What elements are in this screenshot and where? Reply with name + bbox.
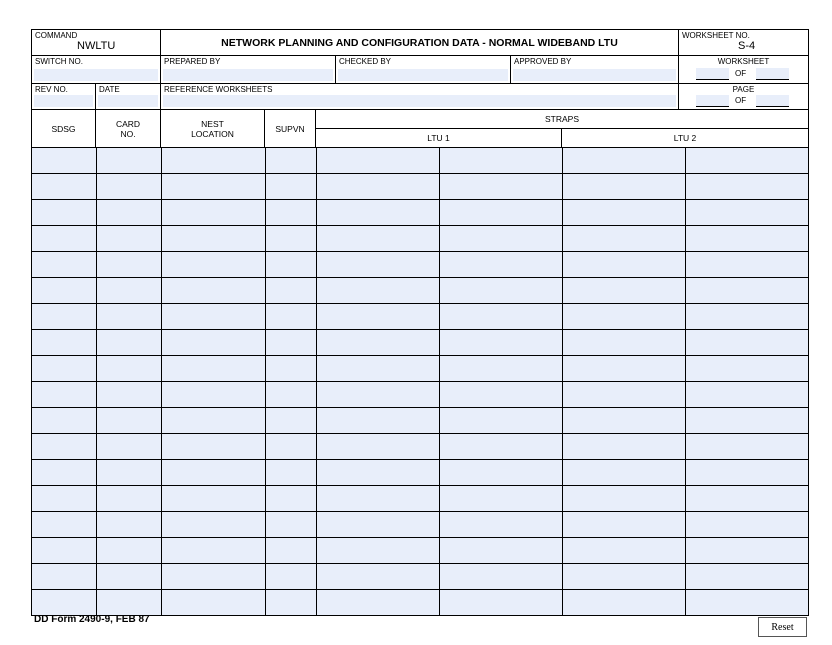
supvn-input[interactable] xyxy=(265,486,316,512)
nest-location-input[interactable] xyxy=(161,252,265,278)
ltu1-b-input[interactable] xyxy=(439,252,562,278)
ltu2-b-input[interactable] xyxy=(685,434,808,460)
supvn-input[interactable] xyxy=(265,148,316,174)
col-supvn-header: SUPVN xyxy=(275,123,305,134)
ltu1-a-input[interactable] xyxy=(316,564,439,590)
ltu2-a-input[interactable] xyxy=(562,408,685,434)
nest-location-input[interactable] xyxy=(161,382,265,408)
ltu1-b-input[interactable] xyxy=(439,538,562,564)
ltu1-b-input[interactable] xyxy=(439,486,562,512)
sdsg-input[interactable] xyxy=(32,174,96,200)
nest-location-input[interactable] xyxy=(161,148,265,174)
approved-by-field[interactable] xyxy=(513,69,676,81)
supvn-input[interactable] xyxy=(265,460,316,486)
ltu1-a-input[interactable] xyxy=(316,408,439,434)
table-row xyxy=(32,382,808,408)
table-row xyxy=(32,148,808,174)
header-row-1 xyxy=(32,30,808,56)
sdsg-input[interactable] xyxy=(32,564,96,590)
supvn-input[interactable] xyxy=(265,356,316,382)
header-row-2 xyxy=(32,56,808,84)
approved-by-cell xyxy=(511,56,679,83)
page-of-text: OF xyxy=(735,96,747,105)
worksheet-no-cell xyxy=(679,30,808,55)
nest-location-input[interactable] xyxy=(161,174,265,200)
table-row xyxy=(32,408,808,434)
checked-by-label: CHECKED BY xyxy=(339,57,392,66)
rev-no-label: REV NO. xyxy=(35,85,68,94)
switch-no-field[interactable] xyxy=(34,69,158,81)
ltu1-a-input[interactable] xyxy=(316,590,439,616)
table-row xyxy=(32,512,808,538)
ltu1-a-input[interactable] xyxy=(316,330,439,356)
ltu2-a-input[interactable] xyxy=(562,538,685,564)
worksheet-current-field[interactable] xyxy=(696,68,729,79)
supvn-input[interactable] xyxy=(265,304,316,330)
worksheet-of-cell xyxy=(679,56,808,83)
ltu1-a-input[interactable] xyxy=(316,304,439,330)
card-no-input[interactable] xyxy=(96,538,161,564)
card-no-input[interactable] xyxy=(96,330,161,356)
nest-location-input[interactable] xyxy=(161,278,265,304)
ltu1-b-input[interactable] xyxy=(439,512,562,538)
nest-location-input[interactable] xyxy=(161,408,265,434)
card-no-input[interactable] xyxy=(96,590,161,616)
ltu1-a-input[interactable] xyxy=(316,434,439,460)
col-sdsg-cell xyxy=(32,110,96,147)
ltu2-b-input[interactable] xyxy=(685,408,808,434)
ltu2-a-input[interactable] xyxy=(562,434,685,460)
sdsg-input[interactable] xyxy=(32,226,96,252)
worksheet-total-underline xyxy=(756,79,789,80)
title-cell xyxy=(161,30,679,55)
table-row xyxy=(32,590,808,616)
nest-location-input[interactable] xyxy=(161,486,265,512)
col-card-no-header: CARD NO. xyxy=(115,118,141,139)
col-card-no-cell xyxy=(96,110,161,147)
ltu1-a-input[interactable] xyxy=(316,148,439,174)
card-no-input[interactable] xyxy=(96,174,161,200)
col-nest-location-cell xyxy=(161,110,265,147)
date-field[interactable] xyxy=(98,95,158,107)
card-no-input[interactable] xyxy=(96,278,161,304)
nest-location-input[interactable] xyxy=(161,512,265,538)
form-title: NETWORK PLANNING AND CONFIGURATION DATA - NORMAL WIDEBAND LTU xyxy=(221,37,618,49)
card-no-input[interactable] xyxy=(96,148,161,174)
command-field[interactable]: NWLTU xyxy=(77,40,116,52)
page-of-cell xyxy=(679,84,808,109)
col-straps-cell xyxy=(316,110,808,147)
table-row xyxy=(32,434,808,460)
checked-by-cell xyxy=(336,56,511,83)
worksheet-of-text: OF xyxy=(735,69,747,78)
nest-location-input[interactable] xyxy=(161,434,265,460)
ltu2-b-input[interactable] xyxy=(685,590,808,616)
reset-button[interactable]: Reset xyxy=(758,617,807,637)
ltu2-b-input[interactable] xyxy=(685,564,808,590)
ltu2-b-input[interactable] xyxy=(685,304,808,330)
page-of-label: PAGE xyxy=(732,85,755,94)
ltu1-a-input[interactable] xyxy=(316,278,439,304)
table-row xyxy=(32,304,808,330)
ltu2-a-input[interactable] xyxy=(562,356,685,382)
date-label: DATE xyxy=(99,85,120,94)
sdsg-input[interactable] xyxy=(32,356,96,382)
ltu1-a-input[interactable] xyxy=(316,512,439,538)
col-straps-header: STRAPS xyxy=(316,110,808,129)
page-total-field[interactable] xyxy=(756,95,789,106)
col-ltu2-header: LTU 2 xyxy=(673,133,697,143)
checked-by-field[interactable] xyxy=(338,69,508,81)
card-no-input[interactable] xyxy=(96,434,161,460)
card-no-input[interactable] xyxy=(96,356,161,382)
ltu1-a-input[interactable] xyxy=(316,460,439,486)
ltu1-a-input[interactable] xyxy=(316,356,439,382)
ltu2-a-input[interactable] xyxy=(562,512,685,538)
card-no-input[interactable] xyxy=(96,252,161,278)
supvn-input[interactable] xyxy=(265,564,316,590)
supvn-input[interactable] xyxy=(265,226,316,252)
ltu2-a-input[interactable] xyxy=(562,330,685,356)
supvn-input[interactable] xyxy=(265,408,316,434)
supvn-input[interactable] xyxy=(265,278,316,304)
ltu2-a-input[interactable] xyxy=(562,460,685,486)
ltu1-b-input[interactable] xyxy=(439,564,562,590)
ltu2-b-input[interactable] xyxy=(685,382,808,408)
ltu1-a-input[interactable] xyxy=(316,174,439,200)
ltu1-a-input[interactable] xyxy=(316,382,439,408)
card-no-input[interactable] xyxy=(96,226,161,252)
ltu2-b-input[interactable] xyxy=(685,278,808,304)
col-nest-location-header: NEST LOCATION xyxy=(191,118,234,139)
supvn-input[interactable] xyxy=(265,382,316,408)
worksheet-no-label: WORKSHEET NO. xyxy=(682,31,750,40)
ltu2-b-input[interactable] xyxy=(685,486,808,512)
page-current-field[interactable] xyxy=(696,95,729,106)
table-row xyxy=(32,460,808,486)
ltu2-a-input[interactable] xyxy=(562,564,685,590)
ltu1-b-input[interactable] xyxy=(439,200,562,226)
date-cell xyxy=(96,84,161,109)
sdsg-input[interactable] xyxy=(32,538,96,564)
ltu2-b-input[interactable] xyxy=(685,252,808,278)
reference-worksheets-field[interactable] xyxy=(163,95,676,107)
page-total-underline xyxy=(756,106,789,107)
col-supvn-cell xyxy=(265,110,316,147)
supvn-input[interactable] xyxy=(265,434,316,460)
form-number: DD Form 2490-9, FEB 87 xyxy=(34,614,150,625)
card-no-input[interactable] xyxy=(96,564,161,590)
table-row xyxy=(32,226,808,252)
command-label: COMMAND xyxy=(35,31,78,40)
header-row-3 xyxy=(32,84,808,110)
ltu2-b-input[interactable] xyxy=(685,356,808,382)
prepared-by-field[interactable] xyxy=(163,69,333,81)
ltu1-a-input[interactable] xyxy=(316,486,439,512)
table-row xyxy=(32,252,808,278)
command-cell xyxy=(32,30,161,55)
prepared-by-cell xyxy=(161,56,336,83)
nest-location-input[interactable] xyxy=(161,226,265,252)
ltu2-a-input[interactable] xyxy=(562,486,685,512)
ltu1-b-input[interactable] xyxy=(439,382,562,408)
table-row xyxy=(32,564,808,590)
switch-no-cell xyxy=(32,56,161,83)
card-no-input[interactable] xyxy=(96,200,161,226)
column-header-row xyxy=(32,110,808,148)
ltu1-b-input[interactable] xyxy=(439,174,562,200)
ltu2-a-input[interactable] xyxy=(562,304,685,330)
rev-no-cell xyxy=(32,84,96,109)
sdsg-input[interactable] xyxy=(32,252,96,278)
nest-location-input[interactable] xyxy=(161,564,265,590)
approved-by-label: APPROVED BY xyxy=(514,57,572,66)
card-no-input[interactable] xyxy=(96,382,161,408)
ltu2-a-input[interactable] xyxy=(562,590,685,616)
reference-worksheets-cell xyxy=(161,84,679,109)
rev-no-field[interactable] xyxy=(34,95,93,107)
sdsg-input[interactable] xyxy=(32,590,96,616)
sdsg-input[interactable] xyxy=(32,408,96,434)
ltu2-a-input[interactable] xyxy=(562,278,685,304)
worksheet-of-label: WORKSHEET xyxy=(717,57,770,66)
ltu2-b-input[interactable] xyxy=(685,148,808,174)
ltu1-b-input[interactable] xyxy=(439,148,562,174)
ltu1-a-input[interactable] xyxy=(316,226,439,252)
card-no-input[interactable] xyxy=(96,304,161,330)
form xyxy=(31,29,809,616)
card-no-input[interactable] xyxy=(96,486,161,512)
card-no-input[interactable] xyxy=(96,408,161,434)
sdsg-input[interactable] xyxy=(32,304,96,330)
ltu2-b-input[interactable] xyxy=(685,174,808,200)
ltu2-b-input[interactable] xyxy=(685,460,808,486)
ltu1-a-input[interactable] xyxy=(316,200,439,226)
sdsg-input[interactable] xyxy=(32,434,96,460)
ltu1-a-input[interactable] xyxy=(316,538,439,564)
worksheet-current-underline xyxy=(696,79,729,80)
ltu2-b-input[interactable] xyxy=(685,200,808,226)
ltu2-a-input[interactable] xyxy=(562,252,685,278)
ltu1-b-input[interactable] xyxy=(439,278,562,304)
col-ltu1-header: LTU 1 xyxy=(316,129,562,147)
card-no-input[interactable] xyxy=(96,512,161,538)
supvn-input[interactable] xyxy=(265,252,316,278)
table-row xyxy=(32,278,808,304)
table-row xyxy=(32,356,808,382)
nest-location-input[interactable] xyxy=(161,460,265,486)
nest-location-input[interactable] xyxy=(161,538,265,564)
col-sdsg-header: SDSG xyxy=(51,123,76,134)
switch-no-label: SWITCH NO. xyxy=(35,57,83,66)
reference-worksheets-label: REFERENCE WORKSHEETS xyxy=(164,85,273,94)
ltu2-a-input[interactable] xyxy=(562,200,685,226)
supvn-input[interactable] xyxy=(265,174,316,200)
table-row xyxy=(32,486,808,512)
ltu2-b-input[interactable] xyxy=(685,330,808,356)
ltu2-a-input[interactable] xyxy=(562,148,685,174)
table-row xyxy=(32,174,808,200)
ltu1-b-input[interactable] xyxy=(439,356,562,382)
nest-location-input[interactable] xyxy=(161,200,265,226)
ltu1-b-input[interactable] xyxy=(439,330,562,356)
nest-location-input[interactable] xyxy=(161,590,265,616)
data-table xyxy=(32,148,808,615)
prepared-by-label: PREPARED BY xyxy=(164,57,221,66)
ltu2-a-input[interactable] xyxy=(562,226,685,252)
ltu1-b-input[interactable] xyxy=(439,590,562,616)
table-row xyxy=(32,538,808,564)
sdsg-input[interactable] xyxy=(32,382,96,408)
card-no-input[interactable] xyxy=(96,460,161,486)
ltu1-b-input[interactable] xyxy=(439,226,562,252)
worksheet-no-field[interactable]: S-4 xyxy=(738,40,756,52)
sdsg-input[interactable] xyxy=(32,330,96,356)
ltu2-b-input[interactable] xyxy=(685,512,808,538)
worksheet-total-field[interactable] xyxy=(756,68,789,79)
sdsg-input[interactable] xyxy=(32,460,96,486)
nest-location-input[interactable] xyxy=(161,304,265,330)
supvn-input[interactable] xyxy=(265,512,316,538)
sdsg-input[interactable] xyxy=(32,512,96,538)
ltu1-b-input[interactable] xyxy=(439,408,562,434)
ltu1-b-input[interactable] xyxy=(439,460,562,486)
ltu1-b-input[interactable] xyxy=(439,434,562,460)
ltu1-a-input[interactable] xyxy=(316,252,439,278)
page-current-underline xyxy=(696,106,729,107)
supvn-input[interactable] xyxy=(265,590,316,616)
ltu1-b-input[interactable] xyxy=(439,304,562,330)
sdsg-input[interactable] xyxy=(32,486,96,512)
supvn-input[interactable] xyxy=(265,330,316,356)
ltu2-b-input[interactable] xyxy=(685,538,808,564)
sdsg-input[interactable] xyxy=(32,148,96,174)
sdsg-input[interactable] xyxy=(32,278,96,304)
table-row xyxy=(32,200,808,226)
sdsg-input[interactable] xyxy=(32,200,96,226)
supvn-input[interactable] xyxy=(265,200,316,226)
nest-location-input[interactable] xyxy=(161,330,265,356)
ltu2-b-input[interactable] xyxy=(685,226,808,252)
table-row xyxy=(32,330,808,356)
ltu2-a-input[interactable] xyxy=(562,174,685,200)
supvn-input[interactable] xyxy=(265,538,316,564)
nest-location-input[interactable] xyxy=(161,356,265,382)
ltu2-a-input[interactable] xyxy=(562,382,685,408)
